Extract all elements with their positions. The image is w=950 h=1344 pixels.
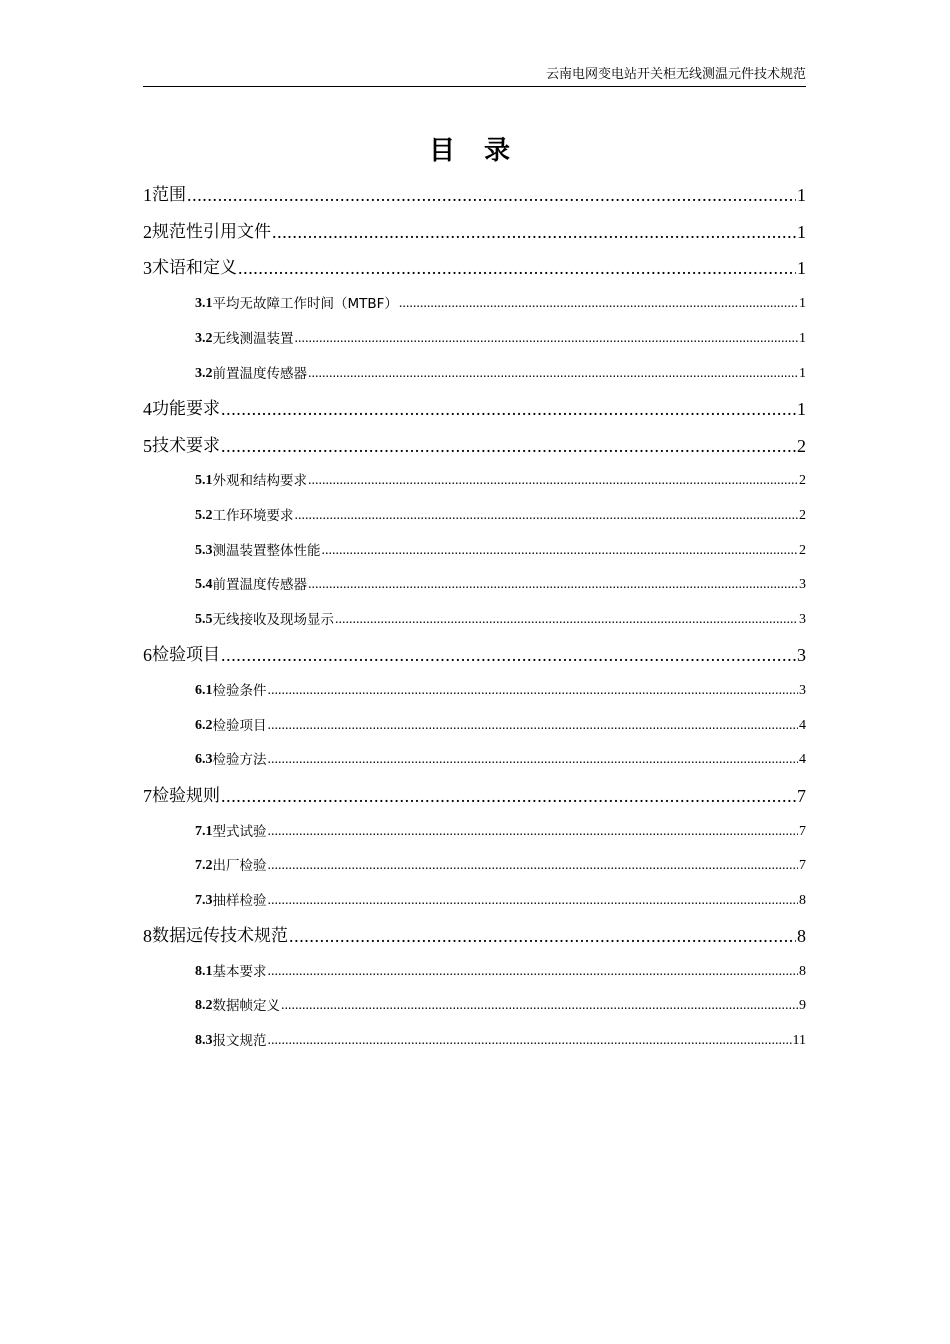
toc-entry-text: 抽样检验	[212, 893, 267, 909]
toc-entry-page: 3	[799, 683, 806, 698]
toc-entry-page: 1	[797, 258, 806, 278]
toc-entry-page: 1	[799, 331, 806, 346]
toc-entry-number: 5.3	[195, 543, 213, 558]
toc-entry-chapter[interactable]	[143, 923, 806, 949]
toc-entry-text: 出厂检验	[212, 858, 267, 874]
toc-leader-dots	[308, 364, 798, 384]
toc-entry-number: 2	[143, 222, 152, 242]
toc-entry-page: 8	[797, 926, 806, 946]
toc-entry-page: 3	[799, 612, 806, 627]
toc-entry-page: 1	[797, 222, 806, 242]
toc-entry-section[interactable]	[195, 891, 806, 911]
toc-entry-number: 6.1	[195, 683, 213, 698]
toc-entry-section[interactable]	[195, 1031, 806, 1051]
toc-entry-text: 检验项目	[212, 718, 267, 734]
toc-entry-page: 4	[799, 718, 806, 733]
toc-entry-page: 2	[797, 436, 806, 456]
toc-leader-dots	[308, 575, 798, 595]
toc-entry-number: 4	[143, 399, 152, 419]
toc-entry-page: 7	[799, 858, 806, 873]
toc-entry-number: 5.5	[195, 612, 213, 627]
toc-entry-text: 外观和结构要求	[212, 473, 307, 489]
toc-entry-section[interactable]	[195, 329, 806, 349]
toc-entry-page: 1	[799, 366, 806, 381]
toc-entry-number: 6	[143, 645, 152, 665]
toc-entry-chapter[interactable]	[143, 433, 806, 459]
toc-entry-chapter[interactable]	[143, 182, 806, 208]
toc-entry-text: 检验方法	[212, 752, 267, 768]
toc-entry-chapter[interactable]	[143, 396, 806, 422]
toc-leader-dots	[238, 255, 796, 281]
toc-entry-number: 3.2	[195, 331, 213, 346]
toc-entry-page: 7	[797, 786, 806, 806]
toc-leader-dots	[335, 610, 798, 630]
toc-entry-section[interactable]	[195, 962, 806, 982]
toc-entry-number: 8.3	[195, 1033, 213, 1048]
toc-entry-text: 范围	[152, 185, 186, 205]
toc-entry-section[interactable]	[195, 294, 806, 314]
toc-entry-chapter[interactable]	[143, 642, 806, 668]
toc-leader-dots	[268, 856, 799, 876]
header-rule	[143, 86, 806, 87]
toc-entry-page: 9	[799, 998, 806, 1013]
toc-leader-dots	[322, 541, 799, 561]
toc-leader-dots	[289, 923, 796, 949]
toc-entry-number: 3	[143, 258, 152, 278]
toc-entry-section[interactable]	[195, 822, 806, 842]
toc-entry-page: 4	[799, 752, 806, 767]
toc-entry-number: 6.3	[195, 752, 213, 767]
toc-title: 目 录	[428, 136, 521, 166]
toc-entry-number: 5.1	[195, 473, 213, 488]
toc-entry-text: 前置温度传感器	[212, 577, 307, 593]
toc-entry-section[interactable]	[195, 541, 806, 561]
toc-entry-section[interactable]	[195, 575, 806, 595]
toc-entry-page: 3	[799, 577, 806, 592]
toc-entry-section[interactable]	[195, 364, 806, 384]
toc-leader-dots	[281, 996, 798, 1016]
toc-entry-text: 数据帧定义	[212, 998, 280, 1014]
toc-entry-text: 功能要求	[152, 399, 220, 419]
toc-leader-dots	[221, 396, 796, 422]
toc-entry-page: 2	[799, 543, 806, 558]
toc-entry-page: 1	[799, 296, 806, 311]
toc-entry-number: 7.1	[195, 824, 213, 839]
toc-entry-section[interactable]	[195, 750, 806, 770]
toc-leader-dots	[308, 471, 798, 491]
toc-entry-section[interactable]	[195, 471, 806, 491]
toc-entry-text: 规范性引用文件	[152, 222, 271, 242]
toc-entry-section[interactable]	[195, 996, 806, 1016]
toc-entry-number: 5	[143, 436, 152, 456]
toc-entry-number: 1	[143, 185, 152, 205]
toc-entry-page: 1	[797, 185, 806, 205]
toc-entry-text: 型式试验	[212, 824, 267, 840]
toc-entry-number: 7.3	[195, 893, 213, 908]
toc-entry-number: 5.4	[195, 577, 213, 592]
toc-entry-section[interactable]	[195, 716, 806, 736]
toc-leader-dots	[399, 294, 798, 314]
toc-leader-dots	[268, 891, 799, 911]
toc-entry-chapter[interactable]	[143, 255, 806, 281]
toc-entry-text: 检验项目	[152, 645, 220, 665]
toc-entry-page: 1	[797, 399, 806, 419]
toc-entry-page: 2	[799, 508, 806, 523]
toc-leader-dots	[187, 182, 796, 208]
toc-entry-text: 检验条件	[212, 683, 267, 699]
toc-entry-text: 前置温度传感器	[212, 366, 307, 382]
toc-leader-dots	[268, 750, 799, 770]
toc-entry-page: 2	[799, 473, 806, 488]
toc-entry-number: 8.1	[195, 964, 213, 979]
toc-entry-text: 无线接收及现场显示	[212, 612, 334, 628]
toc-entry-text: 平均无故障工作时间（MTBF）	[212, 296, 398, 312]
toc-leader-dots	[221, 433, 796, 459]
toc-entry-section[interactable]	[195, 610, 806, 630]
toc-entry-page: 8	[799, 964, 806, 979]
toc-leader-dots	[268, 962, 799, 982]
toc-entry-text: 工作环境要求	[212, 508, 294, 524]
toc-entry-page: 3	[797, 645, 806, 665]
toc-entry-number: 3.2	[195, 366, 213, 381]
toc-leader-dots	[221, 783, 796, 809]
toc-entry-chapter[interactable]	[143, 783, 806, 809]
toc-leader-dots	[221, 642, 796, 668]
toc-leader-dots	[268, 1031, 792, 1051]
toc-entry-text: 基本要求	[212, 964, 267, 980]
toc-entry-number: 3.1	[195, 296, 213, 311]
toc-entry-text: 术语和定义	[152, 258, 237, 278]
toc-entry-text: 无线测温装置	[212, 331, 294, 347]
toc-entry-number: 8.2	[195, 998, 213, 1013]
toc-entry-page: 7	[799, 824, 806, 839]
toc-entry-number: 6.2	[195, 718, 213, 733]
running-header: 云南电网变电站开关柜无线测温元件技术规范	[545, 67, 806, 82]
toc-entry-text: 技术要求	[152, 436, 220, 456]
toc-leader-dots	[272, 219, 796, 245]
toc-entry-page: 11	[792, 1033, 806, 1048]
toc-entry-text: 数据远传技术规范	[152, 926, 288, 946]
toc-entry-section[interactable]	[195, 681, 806, 701]
toc-entry-text: 检验规则	[152, 786, 220, 806]
toc-entry-chapter[interactable]	[143, 219, 806, 245]
toc-entry-page: 8	[799, 893, 806, 908]
toc-entry-number: 7	[143, 786, 152, 806]
toc-entry-text: 报文规范	[212, 1033, 267, 1049]
toc-leader-dots	[295, 506, 799, 526]
toc-leader-dots	[295, 329, 799, 349]
toc-entry-number: 7.2	[195, 858, 213, 873]
toc-entry-section[interactable]	[195, 506, 806, 526]
toc-leader-dots	[268, 681, 799, 701]
toc-entry-text: 测温装置整体性能	[212, 543, 321, 559]
toc-entry-number: 5.2	[195, 508, 213, 523]
toc-leader-dots	[268, 822, 799, 842]
toc-entry-section[interactable]	[195, 856, 806, 876]
toc-entry-number: 8	[143, 926, 152, 946]
toc-leader-dots	[268, 716, 799, 736]
